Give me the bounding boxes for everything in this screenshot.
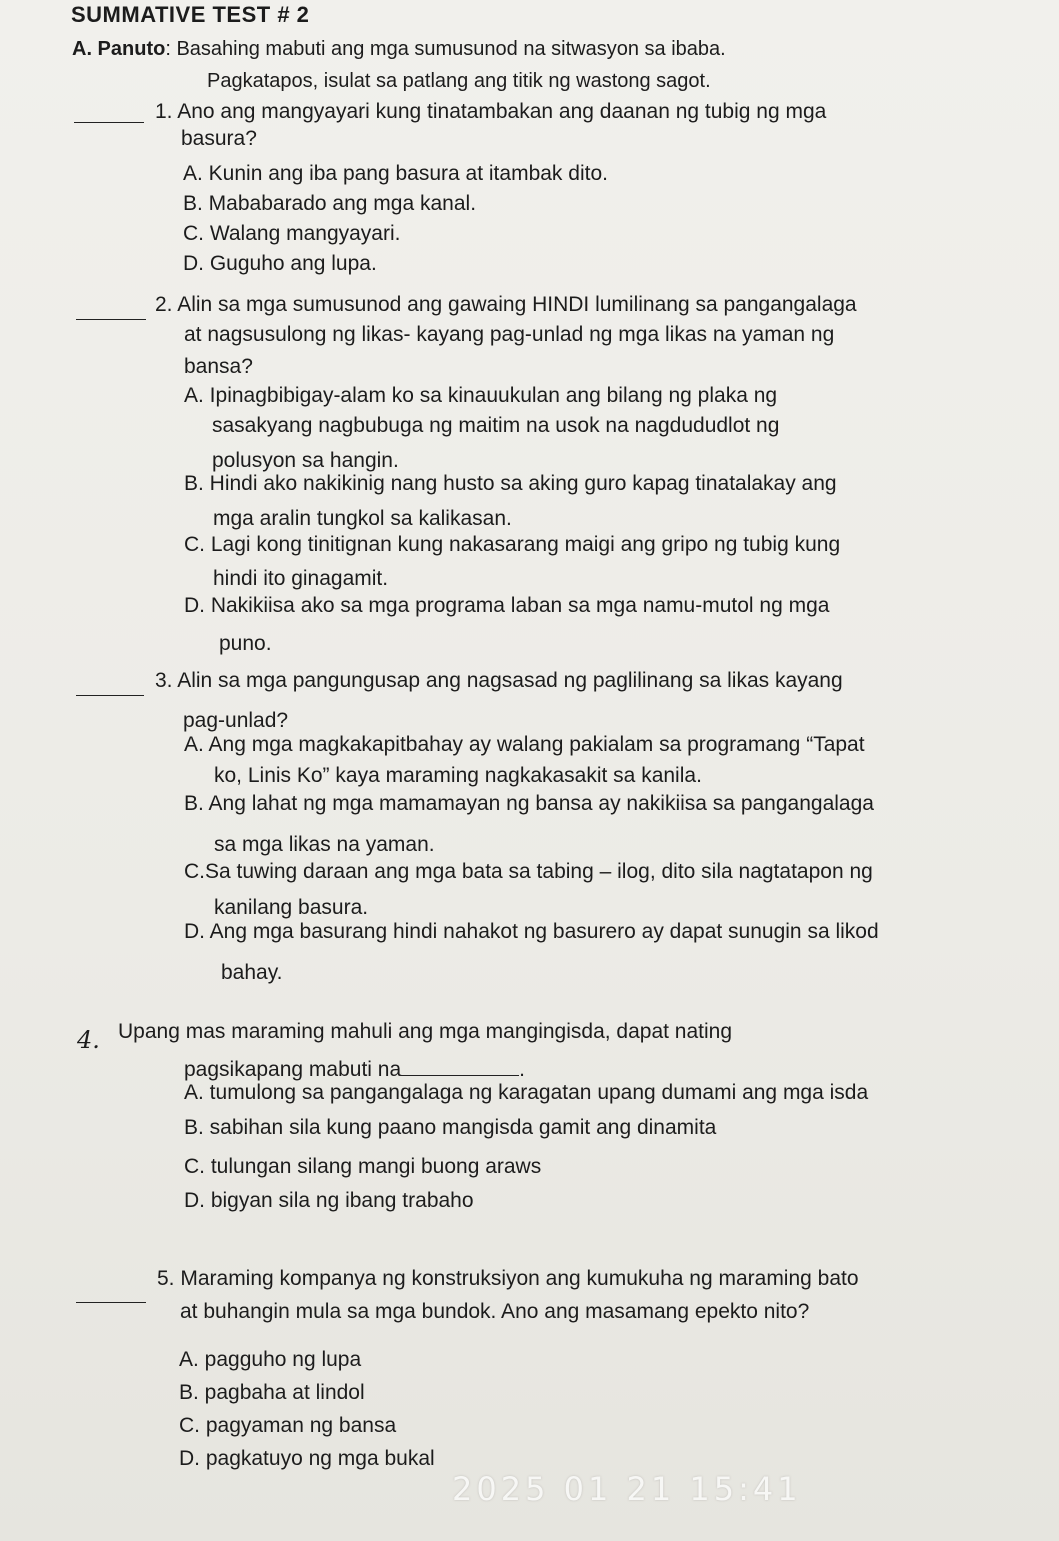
option-1b: B. Mababarado ang mga kanal.	[183, 192, 477, 215]
answer-blank-3[interactable]	[76, 673, 144, 696]
option-5d: D. pagkatuyo ng mga bukal	[179, 1447, 435, 1470]
option-1c: C. Walang mangyayari.	[183, 222, 401, 245]
option-5a: A. pagguho ng lupa	[179, 1348, 362, 1371]
test-title: SUMMATIVE TEST # 2	[71, 2, 310, 27]
option-4c: C. tulungan silang mangi buong araws	[184, 1155, 542, 1178]
instructions-line-2: Pagkatapos, isulat sa patlang ang titik ng wastong sagot.	[207, 70, 711, 92]
option-1d: D. Guguho ang lupa.	[183, 252, 377, 275]
option-4b: B. sabihan sila kung paano mangisda gamit ang dinamita	[184, 1116, 717, 1139]
paper-sheet: SUMMATIVE TEST # 2 A. Panuto: Basahing mabuti ang mga sumusunod na sitwasyon sa ibaba. Pagkatapos, isulat sa patlang ang titik ng wastong sagot. 1. Ano ang mangyayari kung tinatambakan ang daanan ng tubig ng mga basura? A. Kunin ang iba pang basura at itambak dito. B. Mababarado ang mga kanal. C. Walang mangyayari. D. Guguho ang lupa. 2. Alin sa mga sumusunod ang gawaing HINDI lumilinang sa pangangalaga at nagsusulong ng likas- kayang pag-unlad ng mga likas na yaman ng bansa? A. Ipinagbibigay-alam ko sa kinauukulan ang bilang ng plaka ng sasakyang nagbubuga ng maitim na usok na nagdududlot ng polusyon sa hangin. B. Hindi ako nakikinig nang husto sa aking guro kapag tinatalakay ang mga aralin tungkol sa kalikasan. C. Lagi kong tinitignan kung nakasarang maigi ang gripo ng tubig kung hindi ito ginagamit. D. Nakikiisa ako sa mga programa laban sa mga namu-mutol ng mga puno. 3. Alin sa mga pangungusap ang nagsasad ng paglilinang sa likas kayang pag-unlad? A. Ang mga magkakapitbahay ay walang pakialam sa programang “Tapat ko, Linis Ko” kaya maraming nagkakasakit sa kanila. B. Ang lahat ng mga mamamayan ng bansa ay nakikiisa sa pangangalaga sa mga likas na yaman. C.Sa tuwing daraan ang mga bata sa tabing – ilog, dito sila nagtatapon ng kanilang basura. D. Ang mga basurang hindi nahakot ng basurero ay dapat sunugin sa likod bahay. 4. Upang mas maraming mahuli ang mga mangingisda, dapat nating pagsikapang mabuti na . A. tumulong sa pangangalaga ng karagatan upang dumami ang mga isda B. sabihan sila kung paano mangisda gamit ang dinamita C. tulungan silang mangi buong araws D. bigyan sila ng ibang trabaho 5. Maraming kompanya ng konstruksiyon ang kumukuha ng maraming bato at buhangin mula sa mga bundok. Ano ang masamang epekto nito? A. pagguho ng lupa B. pagbaha at lindol C. pagyaman ng bansa D. pagkatuyo ng mga bukal 2025 01 21 15:41	[0, 0, 1059, 1541]
instructions-line-1: A. Panuto: Basahing mabuti ang mga sumusunod na sitwasyon sa ibaba.	[72, 38, 726, 60]
question-4-number: 4.	[77, 1026, 100, 1054]
option-5c: C. pagyaman ng bansa	[179, 1414, 397, 1437]
option-4a: A. tumulong sa pangangalaga ng karagatan upang dumami ang mga isda	[184, 1081, 869, 1104]
option-1a: A. Kunin ang iba pang basura at itambak dito.	[183, 162, 608, 185]
option-4d: D. bigyan sila ng ibang trabaho	[184, 1189, 474, 1212]
instructions-label: A. Panuto	[72, 38, 166, 60]
answer-blank-2[interactable]	[76, 297, 146, 320]
answer-blank-1[interactable]	[74, 100, 144, 123]
answer-blank-5[interactable]	[76, 1280, 146, 1303]
timestamp-overlay: 2025 01 21 15:41	[452, 1470, 802, 1508]
answer-blank-4[interactable]	[401, 1055, 519, 1076]
option-5b: B. pagbaha at lindol	[179, 1381, 365, 1404]
